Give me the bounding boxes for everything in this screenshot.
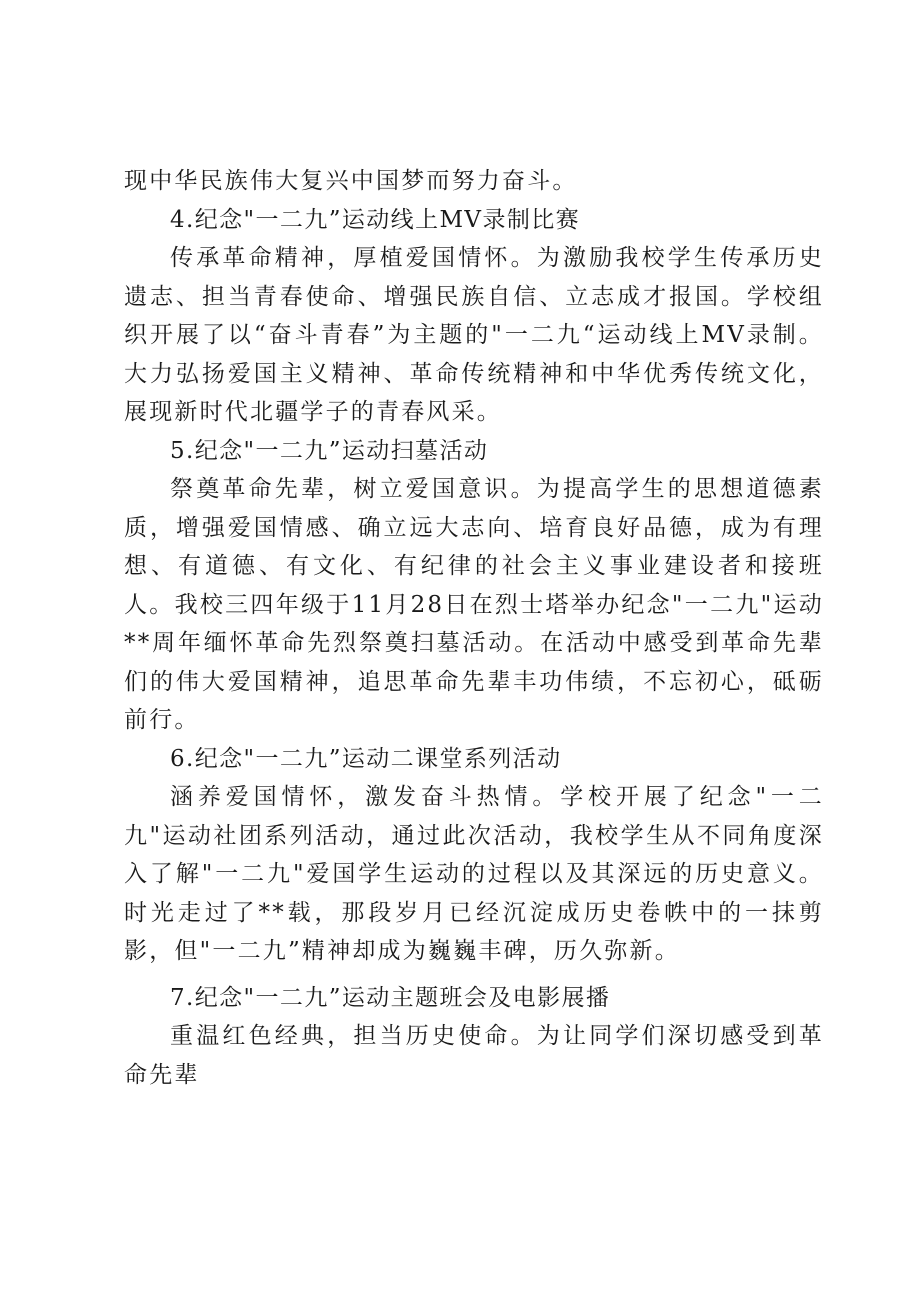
- section-heading-6: 6.纪念"一二九”运动二课堂系列活动: [170, 745, 562, 772]
- intro-paragraph-tail: 现中华民族伟大复兴中国梦而努力奋斗。: [124, 168, 578, 194]
- section-heading-4: 4.纪念"一二九”运动线上MV录制比赛: [170, 206, 581, 233]
- section-body-7: 重温红色经典，担当历史使命。为让同学们深切感受到革命先辈: [124, 1023, 824, 1088]
- section-body-4: 传承革命精神，厚植爱国情怀。为激励我校学生传承历史遗志、担当青春使命、增强民族自信、立志成才报国。学校组织开展了以“奋斗青春”为主题的"一二九“运动线上MV录制。大力弘扬爱国主义精神、革命传统精神和中华优秀传统文化，展现新时代北疆学子的青春风采。: [124, 245, 824, 425]
- section-body-6: 涵养爱国情怀，激发奋斗热情。学校开展了纪念"一二九"运动社团系列活动，通过此次活动，我校学生从不同角度深入了解"一二九"爱国学生运动的过程以及其深远的历史意义。时光走过了**载，那段岁月已经沉淀成历史卷帙中的一抹剪影，但"一二九”精神却成为巍巍丰碑，历久弥新。: [124, 784, 824, 964]
- section-gap: [124, 971, 824, 979]
- document-body: [124, 162, 824, 1094]
- section-body-5: 祭奠革命先辈，树立爱国意识。为提高学生的思想道德素质，增强爱国情感、确立远大志向、培育良好品德，成为有理想、有道德、有文化、有纪律的社会主义事业建设者和接班人。我校三四年级于11月28日在烈士塔举办纪念"一二九"运动**周年缅怀革命先烈祭奠扫墓活动。在活动中感受到革命先辈们的伟大爱国精神，追思革命先辈丰功伟绩，不忘初心，砥砺前行。: [124, 476, 824, 733]
- section-heading-7: 7.纪念"一二九”运动主题班会及电影展播: [170, 984, 611, 1011]
- section-heading-5: 5.纪念"一二九”运动扫墓活动: [170, 437, 489, 464]
